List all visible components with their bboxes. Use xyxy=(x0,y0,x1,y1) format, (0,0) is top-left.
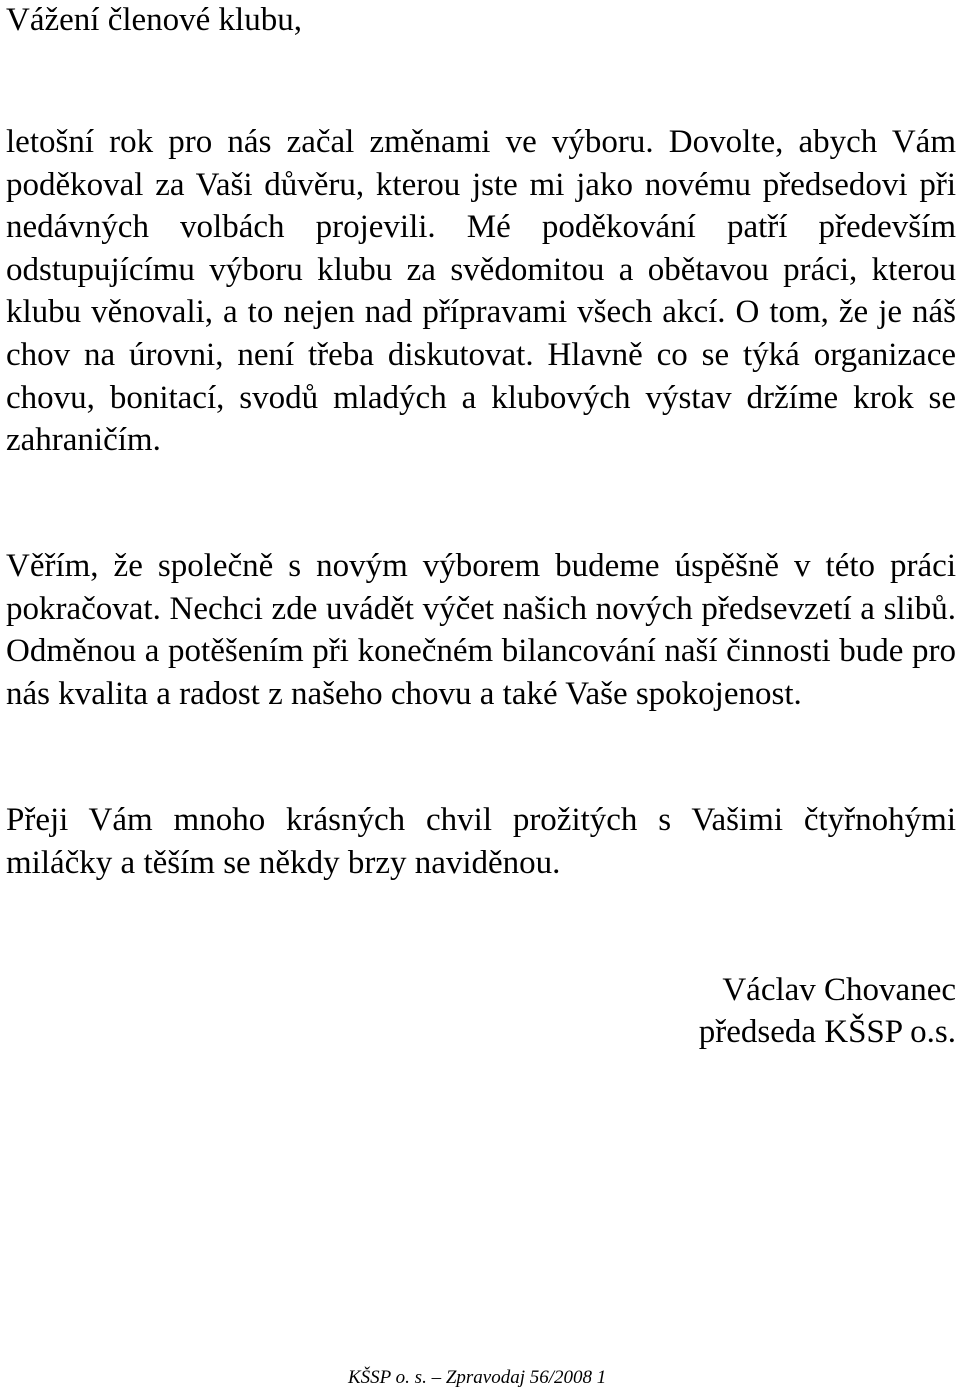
footer-text: KŠSP o. s. – Zpravodaj 56/2008 1 xyxy=(348,1367,607,1388)
signature-name: Václav Chovanec xyxy=(722,972,956,1008)
paragraph-3: Přeji Vám mnoho krásných chvil prožitých s Vašimi čtyřnohými miláčky a těším se někdy brzy naviděnou. xyxy=(6,802,956,881)
paragraph-2: Věřím, že společně s novým výborem budeme úspěšně v této práci pokračovat. Nechci zde uvádět výčet našich nových předsevzetí a slibů. Odměnou a potěšením při konečném bilancování naší činnosti bude pro nás kvalita a radost z našeho chovu a také Vaše spokojenost. xyxy=(6,548,956,712)
signature-block xyxy=(699,969,956,1053)
page-footer xyxy=(348,1367,606,1389)
paragraph-1: letošní rok pro nás začal změnami ve výboru. Dovolte, abych Vám poděkoval za Vaši důvěru, kterou jste mi jako novému předsedovi při nedávných volbách projevili. Mé poděkování patří především odstupujícímu výboru klubu za svědomitou a obětavou práci, kterou klubu věnovali, a to nejen nad přípravami všech akcí. O tom, že je náš chov na úrovni, není třeba diskutovat. Hlavně co se týká organizace chovu, bonitací, svodů mladých a klubových výstav držíme krok se zahraničím. xyxy=(6,124,956,459)
signature-role: předseda KŠSP o.s. xyxy=(698,1014,956,1050)
greeting: Vážení členové klubu, xyxy=(6,2,302,38)
